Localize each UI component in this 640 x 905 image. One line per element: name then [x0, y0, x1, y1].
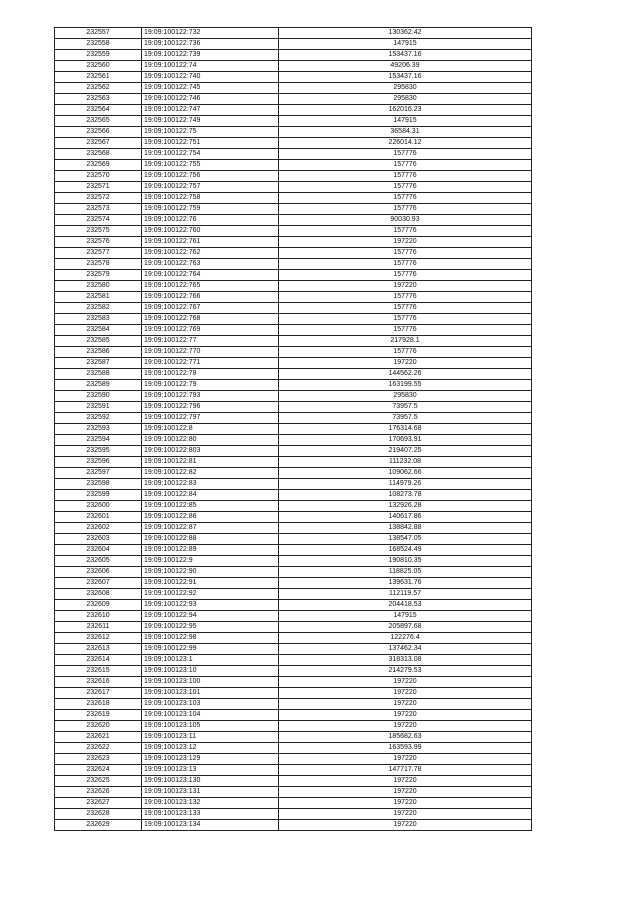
table-row	[55, 369, 532, 380]
row-number-cell: 232589	[55, 380, 142, 391]
table-row	[55, 798, 532, 809]
row-number-cell: 232576	[55, 237, 142, 248]
row-number-cell: 232584	[55, 325, 142, 336]
value-cell: 205897.68	[279, 622, 532, 633]
row-number-cell: 232625	[55, 776, 142, 787]
table-row	[55, 688, 532, 699]
row-number-cell: 232622	[55, 743, 142, 754]
cadastral-number-cell: 19:09:100122:739	[142, 50, 279, 61]
cadastral-number-cell: 19:09:100122:9	[142, 556, 279, 567]
cadastral-number-cell: 19:09:100122:78	[142, 369, 279, 380]
table-row	[55, 138, 532, 149]
value-cell: 157776	[279, 292, 532, 303]
value-cell: 197220	[279, 820, 532, 831]
table-row	[55, 259, 532, 270]
cadastral-number-cell: 19:09:100122:769	[142, 325, 279, 336]
cadastral-number-cell: 19:09:100122:766	[142, 292, 279, 303]
value-cell: 153437.16	[279, 50, 532, 61]
row-number-cell: 232588	[55, 369, 142, 380]
cadastral-number-cell: 19:09:100122:771	[142, 358, 279, 369]
row-number-cell: 232614	[55, 655, 142, 666]
row-number-cell: 232613	[55, 644, 142, 655]
cadastral-number-cell: 19:09:100122:796	[142, 402, 279, 413]
value-cell: 295830	[279, 391, 532, 402]
table-row	[55, 721, 532, 732]
value-cell: 140617.86	[279, 512, 532, 523]
cadastral-number-cell: 19:09:100122:747	[142, 105, 279, 116]
table-row	[55, 336, 532, 347]
cadastral-number-cell: 19:09:100122:82	[142, 468, 279, 479]
value-cell: 163593.99	[279, 743, 532, 754]
table-row	[55, 622, 532, 633]
table-row	[55, 644, 532, 655]
table-row	[55, 765, 532, 776]
value-cell: 137462.34	[279, 644, 532, 655]
value-cell: 197220	[279, 358, 532, 369]
table-row	[55, 567, 532, 578]
row-number-cell: 232562	[55, 83, 142, 94]
table-row	[55, 589, 532, 600]
table-row	[55, 611, 532, 622]
row-number-cell: 232620	[55, 721, 142, 732]
cadastral-number-cell: 19:09:100122:761	[142, 237, 279, 248]
row-number-cell: 232607	[55, 578, 142, 589]
row-number-cell: 232566	[55, 127, 142, 138]
table-row	[55, 523, 532, 534]
table-row	[55, 655, 532, 666]
row-number-cell: 232616	[55, 677, 142, 688]
row-number-cell: 232574	[55, 215, 142, 226]
row-number-cell: 232591	[55, 402, 142, 413]
table-row	[55, 732, 532, 743]
cadastral-number-cell: 19:09:100122:745	[142, 83, 279, 94]
row-number-cell: 232587	[55, 358, 142, 369]
table-row	[55, 556, 532, 567]
cadastral-number-cell: 19:09:100122:8	[142, 424, 279, 435]
cadastral-number-cell: 19:09:100122:760	[142, 226, 279, 237]
table-row	[55, 754, 532, 765]
value-cell: 138842.88	[279, 523, 532, 534]
table-row	[55, 160, 532, 171]
cadastral-number-cell: 19:09:100122:746	[142, 94, 279, 105]
row-number-cell: 232586	[55, 347, 142, 358]
value-cell: 114979.26	[279, 479, 532, 490]
row-number-cell: 232592	[55, 413, 142, 424]
cadastral-number-cell: 19:09:100122:90	[142, 567, 279, 578]
cadastral-number-cell: 19:09:100122:763	[142, 259, 279, 270]
value-cell: 197220	[279, 699, 532, 710]
row-number-cell: 232578	[55, 259, 142, 270]
value-cell: 109062.66	[279, 468, 532, 479]
cadastral-number-cell: 19:09:100122:755	[142, 160, 279, 171]
row-number-cell: 232603	[55, 534, 142, 545]
value-cell: 214279.53	[279, 666, 532, 677]
row-number-cell: 232612	[55, 633, 142, 644]
value-cell: 197220	[279, 809, 532, 820]
value-cell: 157776	[279, 171, 532, 182]
table-row	[55, 226, 532, 237]
row-number-cell: 232602	[55, 523, 142, 534]
value-cell: 144562.26	[279, 369, 532, 380]
table-row	[55, 303, 532, 314]
row-number-cell: 232583	[55, 314, 142, 325]
cadastral-number-cell: 19:09:100122:793	[142, 391, 279, 402]
cadastral-number-cell: 19:09:100123:12	[142, 743, 279, 754]
table-row	[55, 281, 532, 292]
value-cell: 147915	[279, 39, 532, 50]
row-number-cell: 232575	[55, 226, 142, 237]
value-cell: 318313.08	[279, 655, 532, 666]
value-cell: 157776	[279, 193, 532, 204]
value-cell: 162016.23	[279, 105, 532, 116]
table-row	[55, 50, 532, 61]
table-row	[55, 787, 532, 798]
value-cell: 197220	[279, 776, 532, 787]
table-row	[55, 699, 532, 710]
row-number-cell: 232594	[55, 435, 142, 446]
value-cell: 108273.78	[279, 490, 532, 501]
table-row	[55, 501, 532, 512]
table-row	[55, 435, 532, 446]
cadastral-number-cell: 19:09:100122:797	[142, 413, 279, 424]
value-cell: 147717.78	[279, 765, 532, 776]
cadastral-number-cell: 19:09:100122:803	[142, 446, 279, 457]
row-number-cell: 232598	[55, 479, 142, 490]
value-cell: 157776	[279, 259, 532, 270]
value-cell: 197220	[279, 754, 532, 765]
value-cell: 197220	[279, 721, 532, 732]
value-cell: 122276.4	[279, 633, 532, 644]
cadastral-number-cell: 19:09:100122:736	[142, 39, 279, 50]
value-cell: 157776	[279, 270, 532, 281]
table-row	[55, 578, 532, 589]
value-cell: 295830	[279, 83, 532, 94]
cadastral-number-cell: 19:09:100122:88	[142, 534, 279, 545]
table-row	[55, 468, 532, 479]
cadastral-number-cell: 19:09:100123:103	[142, 699, 279, 710]
value-cell: 132926.28	[279, 501, 532, 512]
value-cell: 147915	[279, 116, 532, 127]
cadastral-number-cell: 19:09:100122:751	[142, 138, 279, 149]
table-row	[55, 116, 532, 127]
table-row	[55, 633, 532, 644]
table-row	[55, 512, 532, 523]
cadastral-number-cell: 19:09:100122:757	[142, 182, 279, 193]
table-row	[55, 215, 532, 226]
table-row	[55, 534, 532, 545]
value-cell: 118825.05	[279, 567, 532, 578]
value-cell: 204418.53	[279, 600, 532, 611]
row-number-cell: 232560	[55, 61, 142, 72]
cadastral-number-cell: 19:09:100123:10	[142, 666, 279, 677]
table-row	[55, 171, 532, 182]
value-cell: 157776	[279, 204, 532, 215]
cadastral-number-cell: 19:09:100123:130	[142, 776, 279, 787]
row-number-cell: 232558	[55, 39, 142, 50]
row-number-cell: 232572	[55, 193, 142, 204]
row-number-cell: 232611	[55, 622, 142, 633]
table-row	[55, 83, 532, 94]
row-number-cell: 232604	[55, 545, 142, 556]
cadastral-number-cell: 19:09:100122:770	[142, 347, 279, 358]
table-row	[55, 380, 532, 391]
table-row	[55, 666, 532, 677]
table-row	[55, 776, 532, 787]
value-cell: 197220	[279, 798, 532, 809]
cadastral-number-cell: 19:09:100123:133	[142, 809, 279, 820]
cadastral-number-cell: 19:09:100122:87	[142, 523, 279, 534]
row-number-cell: 232619	[55, 710, 142, 721]
value-cell: 157776	[279, 347, 532, 358]
cadastral-number-cell: 19:09:100122:76	[142, 215, 279, 226]
table-row	[55, 149, 532, 160]
row-number-cell: 232595	[55, 446, 142, 457]
cadastral-number-cell: 19:09:100123:100	[142, 677, 279, 688]
data-table	[54, 27, 532, 831]
cadastral-number-cell: 19:09:100122:765	[142, 281, 279, 292]
row-number-cell: 232568	[55, 149, 142, 160]
row-number-cell: 232582	[55, 303, 142, 314]
cadastral-number-cell: 19:09:100122:95	[142, 622, 279, 633]
table-row	[55, 127, 532, 138]
row-number-cell: 232605	[55, 556, 142, 567]
cadastral-number-cell: 19:09:100122:740	[142, 72, 279, 83]
value-cell: 168524.49	[279, 545, 532, 556]
table-row	[55, 457, 532, 468]
table-row	[55, 820, 532, 831]
table-row	[55, 710, 532, 721]
cadastral-number-cell: 19:09:100123:101	[142, 688, 279, 699]
table-row	[55, 94, 532, 105]
cadastral-number-cell: 19:09:100122:764	[142, 270, 279, 281]
value-cell: 157776	[279, 182, 532, 193]
cadastral-number-cell: 19:09:100122:83	[142, 479, 279, 490]
table-row	[55, 479, 532, 490]
cadastral-number-cell: 19:09:100123:104	[142, 710, 279, 721]
row-number-cell: 232561	[55, 72, 142, 83]
row-number-cell: 232593	[55, 424, 142, 435]
row-number-cell: 232577	[55, 248, 142, 259]
value-cell: 157776	[279, 303, 532, 314]
table-row	[55, 391, 532, 402]
table-row	[55, 490, 532, 501]
cadastral-number-cell: 19:09:100122:762	[142, 248, 279, 259]
table-row	[55, 314, 532, 325]
cadastral-number-cell: 19:09:100122:767	[142, 303, 279, 314]
value-cell: 73957.5	[279, 402, 532, 413]
table-row	[55, 270, 532, 281]
row-number-cell: 232567	[55, 138, 142, 149]
value-cell: 190810.35	[279, 556, 532, 567]
value-cell: 36584.31	[279, 127, 532, 138]
value-cell: 197220	[279, 677, 532, 688]
table-row	[55, 193, 532, 204]
value-cell: 90030.93	[279, 215, 532, 226]
table-row	[55, 28, 532, 39]
table-row	[55, 292, 532, 303]
cadastral-number-cell: 19:09:100122:732	[142, 28, 279, 39]
value-cell: 112119.57	[279, 589, 532, 600]
row-number-cell: 232627	[55, 798, 142, 809]
table-row	[55, 39, 532, 50]
cadastral-number-cell: 19:09:100123:105	[142, 721, 279, 732]
cadastral-number-cell: 19:09:100123:132	[142, 798, 279, 809]
cadastral-number-cell: 19:09:100122:86	[142, 512, 279, 523]
table-row	[55, 61, 532, 72]
value-cell: 157776	[279, 226, 532, 237]
cadastral-number-cell: 19:09:100122:85	[142, 501, 279, 512]
table-row	[55, 413, 532, 424]
value-cell: 197220	[279, 710, 532, 721]
row-number-cell: 232559	[55, 50, 142, 61]
cadastral-number-cell: 19:09:100123:11	[142, 732, 279, 743]
table-row	[55, 248, 532, 259]
cadastral-number-cell: 19:09:100123:131	[142, 787, 279, 798]
row-number-cell: 232610	[55, 611, 142, 622]
table-row	[55, 743, 532, 754]
cadastral-number-cell: 19:09:100122:84	[142, 490, 279, 501]
value-cell: 226014.12	[279, 138, 532, 149]
cadastral-number-cell: 19:09:100122:91	[142, 578, 279, 589]
value-cell: 197220	[279, 688, 532, 699]
row-number-cell: 232573	[55, 204, 142, 215]
row-number-cell: 232606	[55, 567, 142, 578]
row-number-cell: 232628	[55, 809, 142, 820]
row-number-cell: 232570	[55, 171, 142, 182]
value-cell: 219407.25	[279, 446, 532, 457]
cadastral-number-cell: 19:09:100122:756	[142, 171, 279, 182]
value-cell: 157776	[279, 149, 532, 160]
cadastral-number-cell: 19:09:100122:99	[142, 644, 279, 655]
row-number-cell: 232585	[55, 336, 142, 347]
value-cell: 111232.08	[279, 457, 532, 468]
table-row	[55, 358, 532, 369]
cadastral-number-cell: 19:09:100122:98	[142, 633, 279, 644]
row-number-cell: 232615	[55, 666, 142, 677]
row-number-cell: 232579	[55, 270, 142, 281]
value-cell: 163199.55	[279, 380, 532, 391]
cadastral-number-cell: 19:09:100123:13	[142, 765, 279, 776]
row-number-cell: 232597	[55, 468, 142, 479]
value-cell: 130362.42	[279, 28, 532, 39]
cadastral-number-cell: 19:09:100123:1	[142, 655, 279, 666]
table-row	[55, 545, 532, 556]
row-number-cell: 232609	[55, 600, 142, 611]
row-number-cell: 232618	[55, 699, 142, 710]
cadastral-number-cell: 19:09:100122:75	[142, 127, 279, 138]
value-cell: 197220	[279, 787, 532, 798]
row-number-cell: 232617	[55, 688, 142, 699]
value-cell: 157776	[279, 314, 532, 325]
table-row	[55, 600, 532, 611]
cadastral-number-cell: 19:09:100122:768	[142, 314, 279, 325]
value-cell: 197220	[279, 281, 532, 292]
cadastral-number-cell: 19:09:100123:129	[142, 754, 279, 765]
value-cell: 147915	[279, 611, 532, 622]
row-number-cell: 232564	[55, 105, 142, 116]
cadastral-number-cell: 19:09:100122:758	[142, 193, 279, 204]
table-row	[55, 809, 532, 820]
cadastral-number-cell: 19:09:100123:134	[142, 820, 279, 831]
cadastral-number-cell: 19:09:100122:94	[142, 611, 279, 622]
row-number-cell: 232621	[55, 732, 142, 743]
table-row	[55, 446, 532, 457]
row-number-cell: 232563	[55, 94, 142, 105]
table-row	[55, 72, 532, 83]
table-row	[55, 325, 532, 336]
table-body	[55, 28, 532, 831]
row-number-cell: 232626	[55, 787, 142, 798]
cadastral-number-cell: 19:09:100122:749	[142, 116, 279, 127]
row-number-cell: 232599	[55, 490, 142, 501]
row-number-cell: 232580	[55, 281, 142, 292]
value-cell: 157776	[279, 160, 532, 171]
table-row	[55, 424, 532, 435]
row-number-cell: 232581	[55, 292, 142, 303]
cadastral-number-cell: 19:09:100122:89	[142, 545, 279, 556]
table-row	[55, 204, 532, 215]
cadastral-number-cell: 19:09:100122:79	[142, 380, 279, 391]
cadastral-number-cell: 19:09:100122:81	[142, 457, 279, 468]
row-number-cell: 232565	[55, 116, 142, 127]
row-number-cell: 232601	[55, 512, 142, 523]
value-cell: 176314.68	[279, 424, 532, 435]
table-row	[55, 182, 532, 193]
value-cell: 157776	[279, 325, 532, 336]
row-number-cell: 232600	[55, 501, 142, 512]
value-cell: 73957.5	[279, 413, 532, 424]
value-cell: 153437.16	[279, 72, 532, 83]
cadastral-number-cell: 19:09:100122:74	[142, 61, 279, 72]
row-number-cell: 232608	[55, 589, 142, 600]
row-number-cell: 232596	[55, 457, 142, 468]
row-number-cell: 232629	[55, 820, 142, 831]
row-number-cell: 232624	[55, 765, 142, 776]
row-number-cell: 232557	[55, 28, 142, 39]
cadastral-number-cell: 19:09:100122:92	[142, 589, 279, 600]
table-row	[55, 677, 532, 688]
value-cell: 138547.05	[279, 534, 532, 545]
row-number-cell: 232590	[55, 391, 142, 402]
row-number-cell: 232623	[55, 754, 142, 765]
table-row	[55, 347, 532, 358]
cadastral-number-cell: 19:09:100122:754	[142, 149, 279, 160]
value-cell: 170693.91	[279, 435, 532, 446]
value-cell: 49206.39	[279, 61, 532, 72]
value-cell: 295830	[279, 94, 532, 105]
value-cell: 197220	[279, 237, 532, 248]
cadastral-number-cell: 19:09:100122:93	[142, 600, 279, 611]
row-number-cell: 232569	[55, 160, 142, 171]
table-row	[55, 105, 532, 116]
row-number-cell: 232571	[55, 182, 142, 193]
table-row	[55, 237, 532, 248]
value-cell: 139631.76	[279, 578, 532, 589]
cadastral-number-cell: 19:09:100122:80	[142, 435, 279, 446]
value-cell: 217928.1	[279, 336, 532, 347]
value-cell: 185682.63	[279, 732, 532, 743]
value-cell: 157776	[279, 248, 532, 259]
cadastral-number-cell: 19:09:100122:759	[142, 204, 279, 215]
table-row	[55, 402, 532, 413]
cadastral-number-cell: 19:09:100122:77	[142, 336, 279, 347]
